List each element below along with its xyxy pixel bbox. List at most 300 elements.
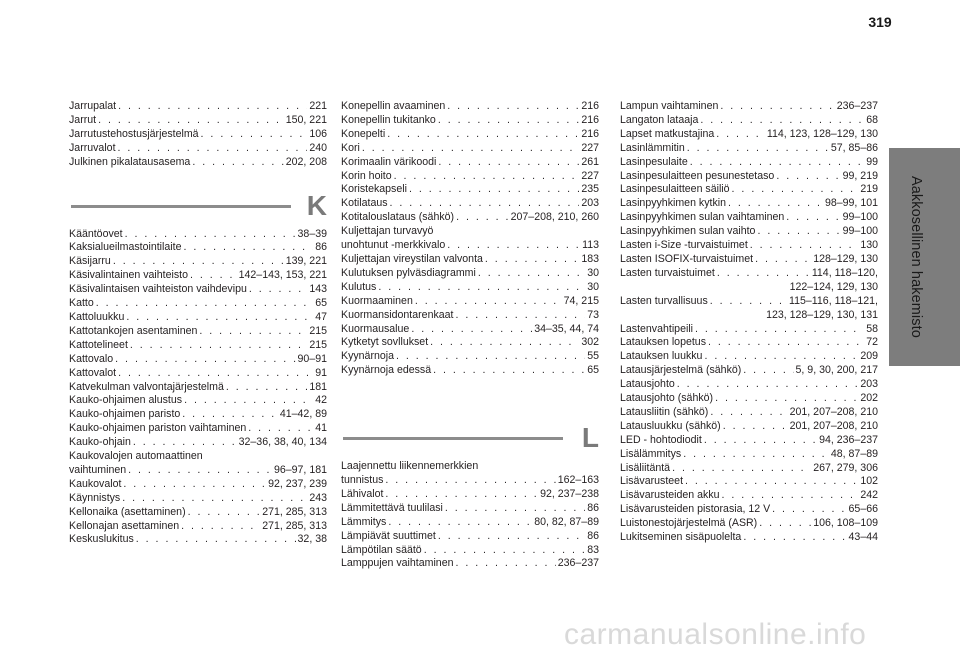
index-entry (341, 488, 599, 502)
index-term: Kattotelineet (69, 338, 128, 351)
index-entry (69, 422, 327, 436)
index-entry (69, 381, 327, 395)
dot-leader (704, 434, 817, 448)
dot-leader (786, 211, 840, 225)
index-term: Lämmitys (341, 515, 387, 528)
index-pages: 216 (581, 100, 599, 112)
index-entry (620, 211, 878, 225)
dot-leader (700, 114, 864, 128)
index-term: Jarrupalat (69, 100, 117, 112)
index-pages: 86 (587, 529, 599, 542)
index-pages: 74, 215 (563, 294, 599, 307)
index-pages: 227 (581, 169, 599, 182)
dot-leader (115, 353, 295, 367)
dot-leader (455, 309, 585, 323)
index-term: Kuljettajan vireystilan valvonta (341, 252, 483, 265)
index-term: Lasten ISOFIX-turvaistuimet (620, 252, 754, 265)
index-pages: 236–237 (836, 100, 878, 112)
index-term: Kotitalouslataus (sähkö) (341, 211, 455, 224)
dot-leader (710, 295, 787, 309)
index-term: Lamppujen vaihtaminen (341, 557, 454, 570)
index-entry (341, 364, 599, 378)
index-term: Kyynärnoja (341, 350, 394, 363)
index-entry (341, 309, 599, 323)
index-entry (620, 170, 878, 184)
index-term: unohtunut -merkkivalo (341, 239, 446, 252)
index-pages: 240 (309, 141, 327, 154)
dot-leader (188, 506, 261, 520)
index-entry (69, 228, 327, 242)
index-entry (620, 267, 878, 281)
index-entry (69, 478, 327, 492)
index-pages: 80, 82, 87–89 (534, 515, 599, 528)
index-entry (341, 281, 599, 295)
dot-leader (722, 489, 859, 503)
dot-leader (433, 364, 585, 378)
index-term: Lasinlämmitin (620, 141, 685, 154)
dot-leader (750, 239, 859, 253)
dot-leader (438, 530, 585, 544)
index-entry (341, 183, 599, 197)
index-term: Lasinpyyhkimen sulan vaihtaminen (620, 211, 785, 224)
dot-leader (385, 474, 555, 488)
index-pages: 43–44 (848, 531, 878, 544)
section-rule (343, 437, 563, 440)
dot-leader (772, 503, 846, 517)
index-entry (341, 544, 599, 558)
index-entry (69, 114, 327, 128)
index-pages: 221 (309, 100, 327, 112)
dot-leader (118, 142, 308, 156)
section-letter: K (306, 189, 327, 221)
index-term: Keskuslukitus (69, 533, 134, 546)
index-term: Kytketyt sovllukset (341, 336, 429, 349)
index-pages: 68 (866, 113, 878, 126)
index-entry (69, 520, 327, 534)
index-pages: 243 (309, 491, 327, 504)
index-entry-heading: Kuljettajan turvavyö (341, 225, 434, 238)
index-pages: 271, 285, 313 (262, 519, 327, 532)
index-entry (620, 156, 878, 170)
dot-leader (388, 516, 532, 530)
index-entry (341, 336, 599, 350)
index-pages: 96–97, 181 (273, 463, 327, 476)
index-entry (341, 295, 599, 309)
index-term: tunnistus (341, 474, 384, 487)
index-entry (620, 114, 878, 128)
index-pages: 267, 279, 306 (813, 461, 878, 474)
index-pages: 235 (581, 183, 599, 196)
index-pages: 242 (860, 489, 878, 502)
index-entry (69, 436, 327, 450)
index-entry (620, 475, 878, 489)
index-pages: 143 (309, 283, 327, 296)
index-pages: 32–36, 38, 40, 134 (238, 436, 327, 449)
index-term: Kattotankojen asentaminen (69, 324, 198, 337)
dot-leader (181, 520, 260, 534)
index-term: Lasinpesulaite (620, 155, 688, 168)
dot-leader (728, 197, 823, 211)
index-pages: 114, 123, 128–129, 130 (766, 127, 878, 140)
section-letter: L (581, 422, 599, 454)
index-entry (620, 183, 878, 197)
index-term: Konepellin avaaminen (341, 100, 446, 112)
index-entry (69, 255, 327, 269)
index-term: Lasten turvaistuimet (620, 266, 715, 279)
index-entry (341, 239, 599, 253)
index-entry (620, 253, 878, 267)
dot-leader (182, 408, 278, 422)
index-entry (69, 408, 327, 422)
dot-leader (672, 462, 811, 476)
dot-leader (385, 488, 538, 502)
index-pages: 106, 108–109 (813, 517, 878, 530)
dot-leader (126, 311, 313, 325)
dot-leader (690, 156, 864, 170)
watermark: carmanualsonline.info (564, 618, 867, 651)
index-entry (69, 269, 327, 283)
dot-leader (447, 239, 580, 253)
index-pages: 203 (860, 378, 878, 391)
index-term: Kääntöovet (69, 227, 123, 240)
index-term: Lastenvahtipeili (620, 322, 694, 335)
dot-leader (192, 156, 283, 170)
index-column-2 (341, 100, 599, 571)
index-term: vaihtuminen (69, 463, 127, 476)
index-entry (620, 295, 878, 309)
index-entry (69, 464, 327, 478)
dot-leader (183, 241, 313, 255)
index-pages: 227 (581, 141, 599, 154)
dot-leader (743, 364, 793, 378)
dot-leader (677, 378, 859, 392)
dot-leader (687, 142, 829, 156)
index-entry-heading: Laajennettu liikennemerkkien (341, 460, 479, 473)
index-term: Lisävarusteiden pistorasia, 12 V (620, 503, 771, 516)
dot-leader (478, 267, 585, 281)
index-entry (620, 489, 878, 503)
dot-leader (776, 170, 840, 184)
index-term: Lampun vaihtaminen (620, 100, 719, 112)
index-entry (620, 503, 878, 517)
index-pages: 181 (309, 380, 327, 393)
index-entry (341, 170, 599, 184)
index-term: Lisäliitäntä (620, 461, 671, 474)
index-pages: 34–35, 44, 74 (534, 322, 599, 335)
dot-leader (704, 350, 858, 364)
dot-leader (695, 323, 864, 337)
page-number: 319 (868, 14, 892, 30)
index-term: Kauko-ohjaimen paristo (69, 408, 181, 421)
dot-leader (456, 211, 509, 225)
index-term: Kauko-ohjaimen pariston vaihtaminen (69, 422, 247, 435)
index-term: Kulutus (341, 280, 377, 293)
index-term: Katvekulman valvontajärjestelmä (69, 380, 224, 393)
dot-leader (456, 557, 556, 571)
index-pages: 92, 237–238 (540, 487, 599, 500)
index-term: Kellonaika (asettaminen) (69, 505, 186, 518)
index-pages: 209 (860, 350, 878, 363)
index-entry (69, 142, 327, 156)
index-entry (620, 336, 878, 350)
index-pages: 41–42, 89 (279, 408, 327, 421)
index-entry (341, 502, 599, 516)
index-term: Konepelti (341, 127, 386, 140)
index-entry (69, 100, 327, 114)
index-term: Kaksialueilmastointilaite (69, 241, 182, 254)
dot-leader (732, 183, 859, 197)
dot-leader (226, 381, 307, 395)
index-pages: 128–129, 130 (813, 252, 878, 265)
dot-leader (378, 281, 585, 295)
index-pages: 215 (309, 324, 327, 337)
dot-leader (757, 225, 840, 239)
index-entry (620, 392, 878, 406)
index-entry-continuation: 123, 128–129, 130, 131 (766, 308, 878, 321)
index-term: Lasinpesulaitteen säiliö (620, 183, 730, 196)
index-pages: 32, 38 (297, 533, 327, 546)
index-term: Kyynärnoja edessä (341, 364, 432, 377)
section-header-k (69, 190, 327, 222)
index-entry (620, 448, 878, 462)
index-entry (341, 114, 599, 128)
index-entry (69, 128, 327, 142)
index-term: Latausjohto (620, 378, 675, 391)
index-term: Kulutuksen pylväsdiagrammi (341, 266, 476, 279)
dot-leader (396, 350, 585, 364)
index-term: Kotilataus (341, 197, 388, 210)
index-pages: 162–163 (557, 474, 599, 487)
index-entry (620, 225, 878, 239)
index-entry (620, 100, 878, 114)
index-pages: 90–91 (297, 352, 327, 365)
index-pages: 91 (315, 366, 327, 379)
dot-leader (184, 394, 313, 408)
index-term: Kauko-ohjaimen alustus (69, 394, 183, 407)
index-pages: 130 (860, 239, 878, 252)
index-term: Käsivalintaisen vaihteiston vaihdevipu (69, 283, 247, 296)
dot-leader (248, 422, 313, 436)
index-pages: 58 (866, 322, 878, 335)
index-term: Katto (69, 297, 94, 310)
index-term: Lasinpyyhkimen sulan vaihto (620, 225, 756, 238)
index-term: Kattovalo (69, 352, 114, 365)
index-term: Korin hoito (341, 169, 392, 182)
dot-leader (755, 253, 811, 267)
index-entry (69, 492, 327, 506)
index-entry (620, 323, 878, 337)
index-term: Käsijarru (69, 255, 111, 268)
index-pages: 216 (581, 127, 599, 140)
index-pages: 72 (866, 336, 878, 349)
index-pages: 98–99, 101 (824, 197, 878, 210)
index-term: Kattoluukku (69, 310, 125, 323)
index-pages: 201, 207–208, 210 (789, 419, 878, 432)
index-term: Kattovalot (69, 366, 117, 379)
index-term: Lasten i-Size -turvaistuimet (620, 239, 748, 252)
index-term: Kuormausalue (341, 322, 410, 335)
index-entry (620, 378, 878, 392)
index-pages: 114, 118–120, (811, 266, 878, 279)
index-term: Jarruvalot (69, 141, 116, 154)
index-entry (341, 142, 599, 156)
index-pages: 215 (309, 338, 327, 351)
dot-leader (249, 283, 307, 297)
index-term: Lasinpesulaitteen pesunestetaso (620, 169, 775, 182)
index-term: Käsivalintainen vaihteisto (69, 269, 188, 282)
index-entry (341, 156, 599, 170)
index-pages: 201, 207–208, 210 (789, 405, 878, 418)
index-term: Langaton lataaja (620, 113, 699, 126)
index-term: Konepellin tukitanko (341, 113, 436, 126)
dot-leader (759, 517, 811, 531)
index-term: Lukitseminen sisäpuolelta (620, 531, 742, 544)
dot-leader (430, 336, 579, 350)
dot-leader (125, 228, 296, 242)
index-pages: 106 (309, 127, 327, 140)
index-term: Latausliitin (sähkö) (620, 405, 709, 418)
index-term: Latausluukku (sähkö) (620, 419, 721, 432)
section-header-l (341, 422, 599, 454)
index-term: Lämmitettävä tuulilasi (341, 501, 443, 514)
index-entry (341, 100, 599, 114)
dot-leader (438, 114, 579, 128)
index-entry (341, 128, 599, 142)
index-entry (69, 241, 327, 255)
index-pages: 219 (860, 183, 878, 196)
index-term: Lämpötilan säätö (341, 543, 422, 556)
index-term: Latauksen luukku (620, 350, 703, 363)
index-pages: 261 (581, 155, 599, 168)
index-pages: 99, 219 (842, 169, 878, 182)
index-pages: 302 (581, 336, 599, 349)
dot-leader (201, 128, 308, 142)
index-term: Lisävarusteet (620, 475, 684, 488)
index-term: Kellonajan asettaminen (69, 519, 180, 532)
dot-leader (136, 533, 296, 547)
dot-leader (716, 128, 765, 142)
index-entry (69, 367, 327, 381)
index-pages: 86 (587, 501, 599, 514)
index-entry (341, 267, 599, 281)
index-entry (620, 420, 878, 434)
index-entry (620, 350, 878, 364)
index-term: Koristekapseli (341, 183, 407, 196)
index-entry (341, 211, 599, 225)
index-entry (620, 406, 878, 420)
dot-leader (438, 156, 579, 170)
index-pages: 271, 285, 313 (262, 505, 327, 518)
index-pages: 65 (315, 297, 327, 310)
index-pages: 236–237 (557, 557, 599, 570)
index-term: Latauksen lopetus (620, 336, 706, 349)
section-title: Aakkosellinen hakemisto (908, 176, 924, 338)
index-entry (620, 197, 878, 211)
dot-leader (720, 100, 834, 114)
index-term: Lähivalot (341, 487, 384, 500)
index-entry (341, 197, 599, 211)
index-pages: 92, 237, 239 (268, 477, 327, 490)
index-pages: 142–143, 153, 221 (238, 269, 327, 282)
index-pages: 55 (587, 350, 599, 363)
index-term: Käynnistys (69, 491, 121, 504)
dot-leader (387, 128, 579, 142)
index-pages: 150, 221 (285, 113, 327, 126)
index-entry (341, 530, 599, 544)
index-pages: 102 (860, 475, 878, 488)
dot-leader (96, 297, 313, 311)
index-pages: 57, 85–86 (830, 141, 878, 154)
index-entry (69, 353, 327, 367)
dot-leader (743, 531, 846, 545)
index-term: Kori (341, 141, 360, 154)
index-entry (341, 323, 599, 337)
index-entry (341, 253, 599, 267)
dot-leader (133, 436, 237, 450)
index-entry (620, 364, 878, 378)
index-entry (69, 394, 327, 408)
index-pages: 73 (587, 308, 599, 321)
index-term: Latausjohto (sähkö) (620, 392, 714, 405)
dot-leader (411, 323, 532, 337)
index-entry (341, 516, 599, 530)
index-pages: 38–39 (297, 227, 327, 240)
index-entry (341, 474, 599, 488)
dot-leader (409, 183, 579, 197)
index-entry (69, 339, 327, 353)
index-entry (620, 462, 878, 476)
index-pages: 99–100 (842, 211, 878, 224)
index-pages: 30 (587, 280, 599, 293)
index-entry (620, 531, 878, 545)
index-term: Jarrut (69, 113, 97, 126)
dot-leader (424, 544, 586, 558)
dot-leader (199, 325, 307, 339)
index-pages: 115–116, 118–121, (789, 294, 878, 307)
dot-leader (415, 295, 562, 309)
index-entry (620, 434, 878, 448)
index-term: Lisävarusteiden akku (620, 489, 720, 502)
dot-leader (113, 255, 284, 269)
index-pages: 203 (581, 197, 599, 210)
dot-leader (390, 197, 580, 211)
dot-leader (362, 142, 579, 156)
index-term: Kuormaaminen (341, 294, 413, 307)
dot-leader (98, 114, 284, 128)
dot-leader (717, 267, 810, 281)
index-entry (620, 128, 878, 142)
index-term: Luistonestojärjestelmä (ASR) (620, 517, 758, 530)
index-term: Jarrutustehostusjärjestelmä (69, 127, 199, 140)
index-pages: 94, 236–237 (819, 433, 878, 446)
index-term: Kuormansidontarenkaat (341, 308, 454, 321)
dot-leader (485, 253, 579, 267)
dot-leader (683, 448, 829, 462)
index-term: Kauko-ohjain (69, 436, 131, 449)
dot-leader (710, 406, 787, 420)
index-entry (69, 283, 327, 297)
index-entry (620, 142, 878, 156)
dot-leader (708, 336, 864, 350)
index-entry (69, 311, 327, 325)
dot-leader (118, 367, 313, 381)
index-term: Korimaalin värikoodi (341, 155, 437, 168)
index-entry (69, 533, 327, 547)
index-pages: 65–66 (848, 503, 878, 516)
dot-leader (118, 100, 307, 114)
index-pages: 86 (315, 241, 327, 254)
index-pages: 113 (582, 239, 599, 252)
